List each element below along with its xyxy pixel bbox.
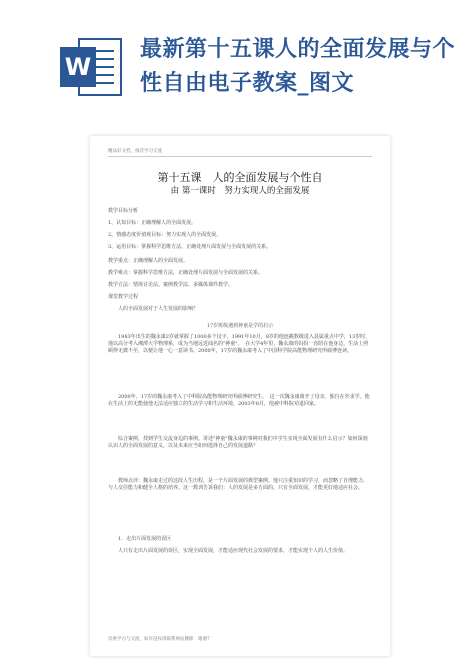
document-title[interactable]: 最新第十五课人的全面发展与个性自由电子教案_图文 [140, 37, 456, 96]
section-heading: 课堂教学过程 [108, 294, 139, 300]
banner [0, 0, 474, 120]
page-footer-text: 仅供学习与交流，如有侵权请联系网站删除 谢谢7 [108, 637, 210, 642]
header-divider [108, 156, 372, 157]
body-paragraph: 1983年出生的魏永康2岁就掌握了1000多个汉字，1991年10月，8岁的他连跳数级进入县属重点中学，13岁时，他以高分考入湘潭大学物理系，成为当地远近闻名的"神童"。 在大学4年里，魏永康的妈妈一直陪在他身边，生活上照顾得无微不至，以便让他一心一意读书。2000年，17岁的魏永康考入了中国科学院高能物理研究所硕博连读。 [108, 334, 371, 355]
body-paragraph: 2000年，17岁的魏永康考入了中科院高能物理研究所硕博研究生。 这一次魏永康离开了母亲，独自在外求学。他在生活上的无能使他无法适应独立的生活学习和生活环境，2003年8月，他被中科院劝退回家。 [108, 394, 370, 408]
objective-item: 1、认知目标：正确理解人的全面发展。 [108, 220, 197, 226]
body-paragraph: 教师点评：魏永康走过的这段人生历程，是一个片面发展的典型案例。他只注重知识的学习，而忽略了自理能力、与人交往能力和健全人格的培养。这一教训告诉我们：人的发展是多方面的，只有全面发展，才能更好地适应社会。 [108, 478, 369, 492]
subsection-heading: 1．走出片面发展的误区 [118, 536, 172, 542]
body-paragraph: 综合案例，找到学生交流身边的事例。讲述"神童"魏永康的事例对我们中学生实现全面发展有什么启示？如何深刻认识人的全面发展的意义，以及未来应当如何选择自己的发展道路？ [108, 436, 368, 450]
body-paragraph: 人只有走出片面发展的误区，实现全面发展，才能适应现代社会发展的要求，才能实现个人的人生价值。 [118, 548, 349, 554]
teaching-difficulty: 教学难点：掌握科学思维方法，正确处理片面发展与全面发展的关系。 [108, 270, 264, 276]
document-preview[interactable] [90, 136, 390, 656]
objective-item: 3、运用目标：掌握科学思维方法，正确处理片面发展与全面发展的关系。 [108, 244, 272, 250]
teaching-focus: 教学重点：正确理解人的全面发展。 [108, 258, 189, 264]
guiding-question: 人的全面发展对于人生发展的影响？ [118, 306, 199, 312]
teaching-method: 教学方法：情境讨论法、案例教学法、多媒体课件教学。 [108, 282, 234, 288]
word-icon-badge: W [60, 47, 96, 87]
case-title: 17岁班级遇到神童是学的启示 [206, 323, 274, 329]
objective-item: 2、情感态度价值观目标：努力实现人的全面发展。 [108, 232, 222, 238]
lesson-subtitle: 由 第一课时 努力实现人的全面发展 [170, 186, 310, 196]
page-header-text: 精品好文档，推荐学习交流 [108, 149, 162, 154]
lesson-title: 第十五课 人的全面发展与个性自 [157, 171, 323, 184]
section-heading: 教学目标分析 [108, 208, 139, 214]
word-document-icon [60, 38, 122, 96]
